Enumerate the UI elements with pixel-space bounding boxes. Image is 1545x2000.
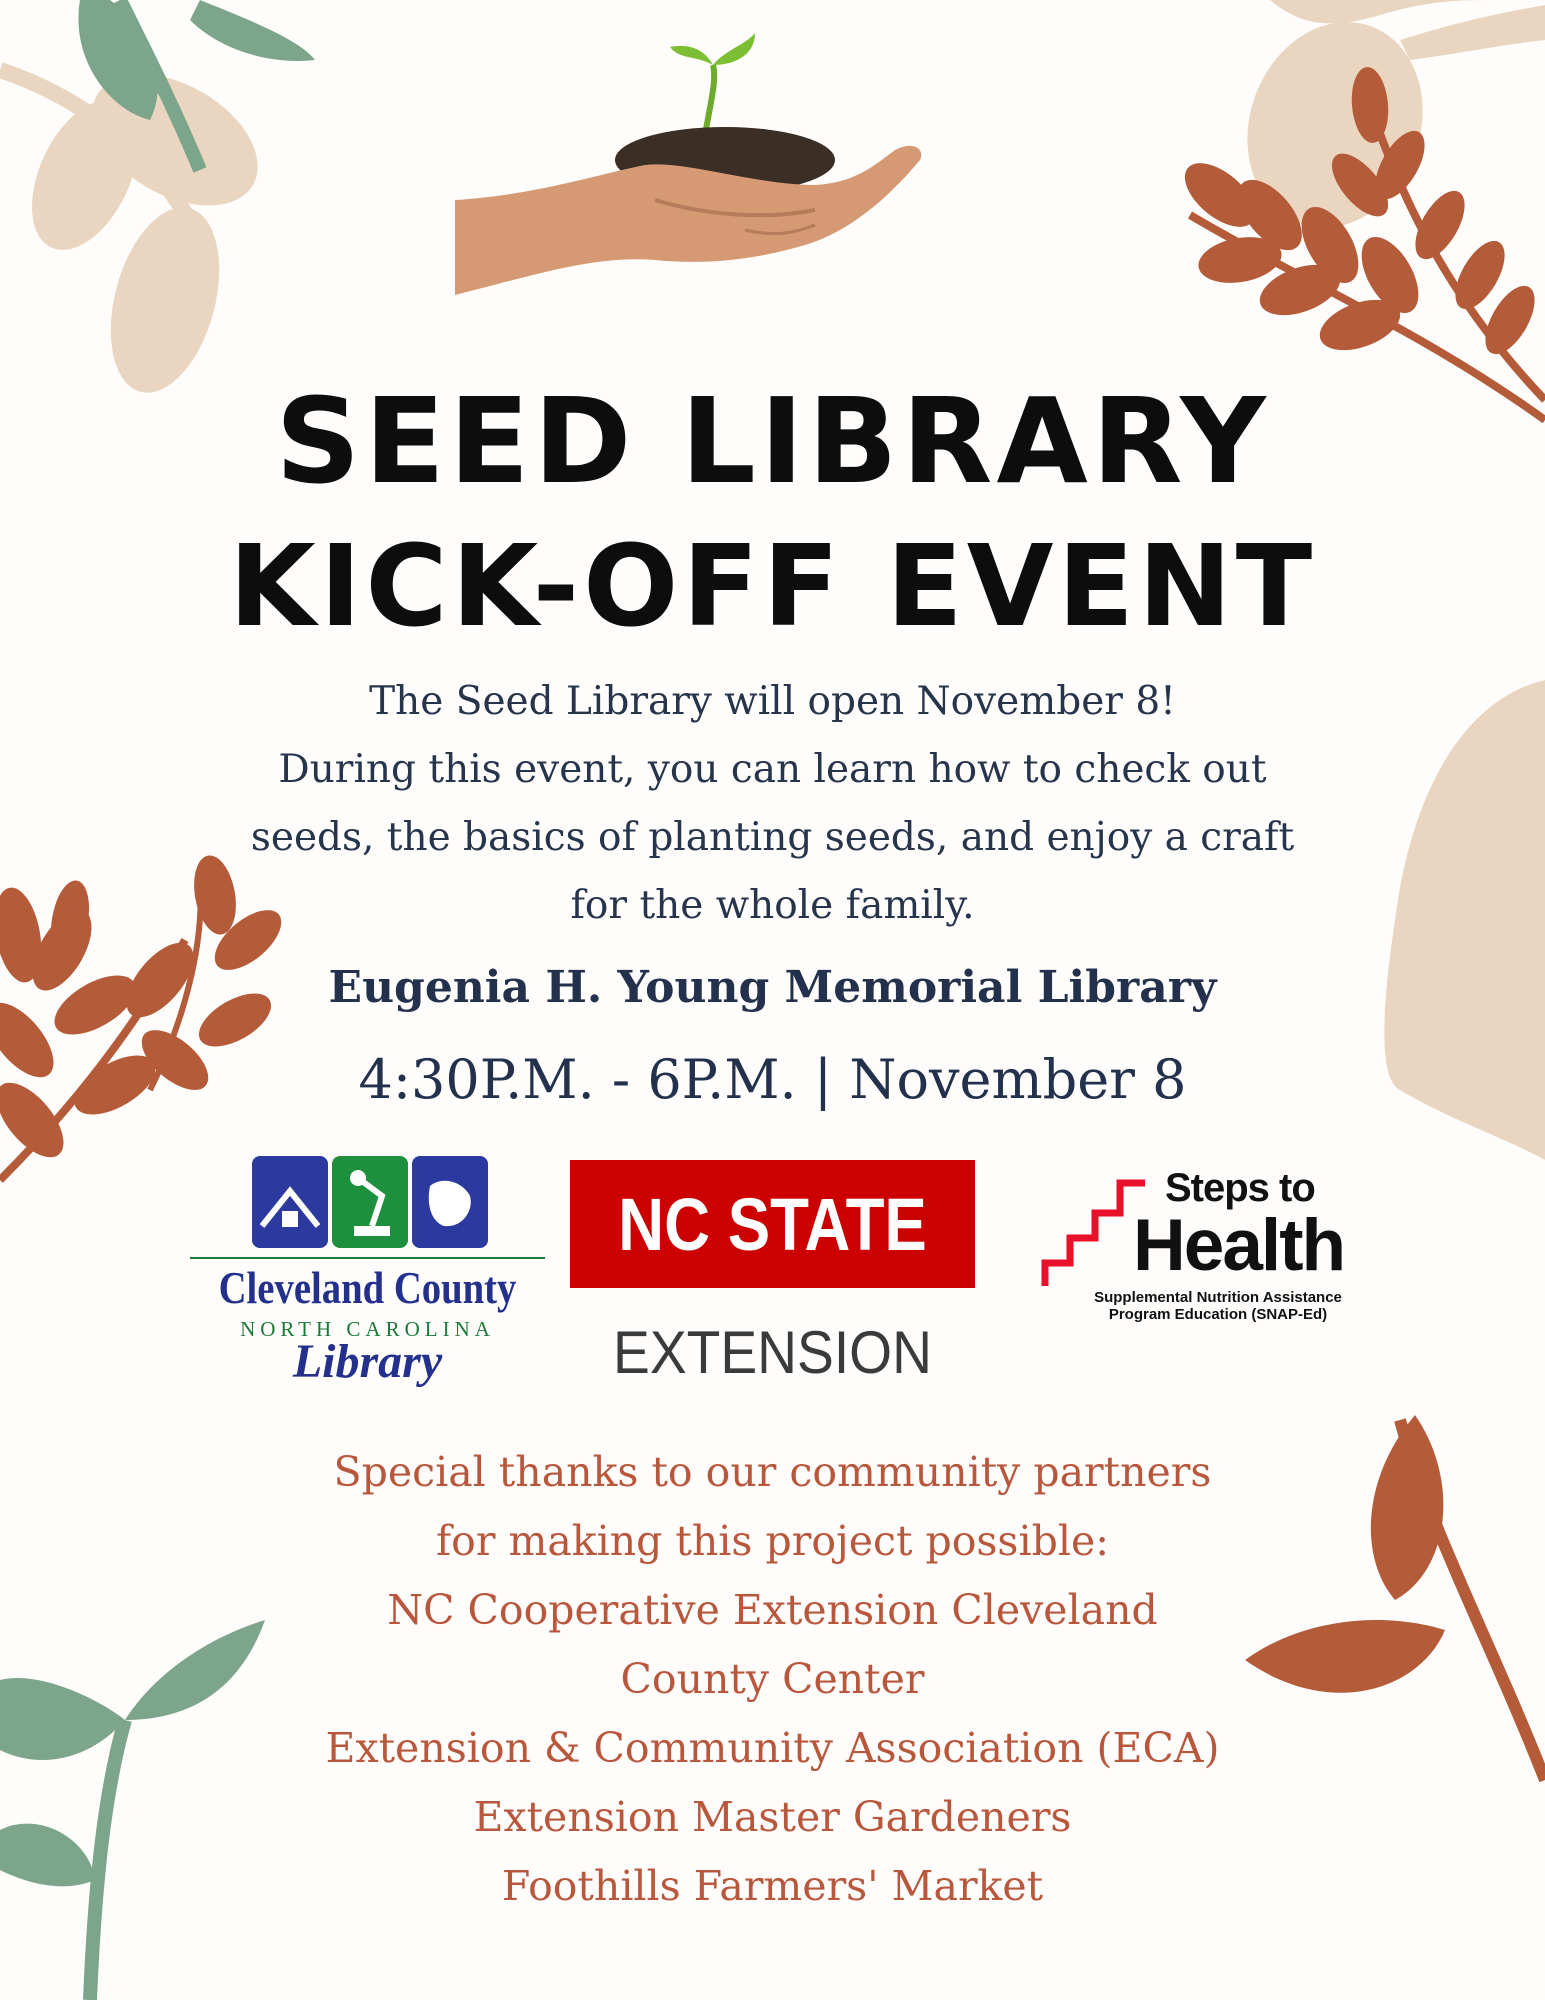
description-line-2: During this event, you can learn how to check out — [278, 747, 1267, 792]
nc-state-text: NC STATE — [618, 1182, 927, 1266]
house-icon — [252, 1156, 328, 1248]
partner-line-3: Extension & Community Association (ECA) — [325, 1724, 1220, 1772]
thanks-section — [200, 1438, 1345, 1921]
nc-state-banner — [570, 1160, 975, 1288]
partner-line-2: County Center — [620, 1655, 925, 1703]
venue-name: Eugenia H. Young Memorial Library — [328, 962, 1217, 1013]
steps-icon — [1040, 1168, 1145, 1293]
health-text: Health — [1133, 1205, 1345, 1286]
snap-ed-line-2: Program Education (SNAP-Ed) — [1108, 1306, 1328, 1323]
county-map-icon — [412, 1156, 488, 1248]
partner-line-5: Foothills Farmers' Market — [501, 1862, 1044, 1910]
extension-text: EXTENSION — [612, 1319, 932, 1386]
partner-line-4: Extension Master Gardeners — [473, 1793, 1072, 1841]
title-line-2: KICK-OFF EVENT — [228, 522, 1317, 652]
robot-arm-icon — [332, 1156, 408, 1248]
top-right-rust-branch — [1174, 66, 1545, 420]
description-line-4: for the whole family. — [570, 883, 975, 928]
thanks-line-2: for making this project possible: — [435, 1517, 1110, 1565]
cleveland-county-text: Cleveland County — [218, 1263, 517, 1313]
hand-seedling-image — [455, 25, 930, 310]
logo-divider — [190, 1257, 545, 1259]
snap-ed-line-1: Supplemental Nutrition Assistance — [1094, 1289, 1342, 1306]
title-line-1: SEED LIBRARY — [275, 372, 1270, 510]
north-carolina-text: NORTH CAROLINA — [240, 1317, 495, 1341]
partner-line-1: NC Cooperative Extension Cleveland — [387, 1586, 1158, 1634]
description-line-1: The Seed Library will open November 8! — [369, 679, 1176, 724]
library-text: Library — [292, 1335, 443, 1388]
steps-to-text: Steps to — [1165, 1166, 1315, 1210]
thanks-line-1: Special thanks to our community partners — [333, 1448, 1212, 1496]
event-time-date: 4:30P.M. - 6P.M. | November 8 — [358, 1048, 1187, 1111]
description-line-3: seeds, the basics of planting seeds, and enjoy a craft — [250, 815, 1295, 860]
